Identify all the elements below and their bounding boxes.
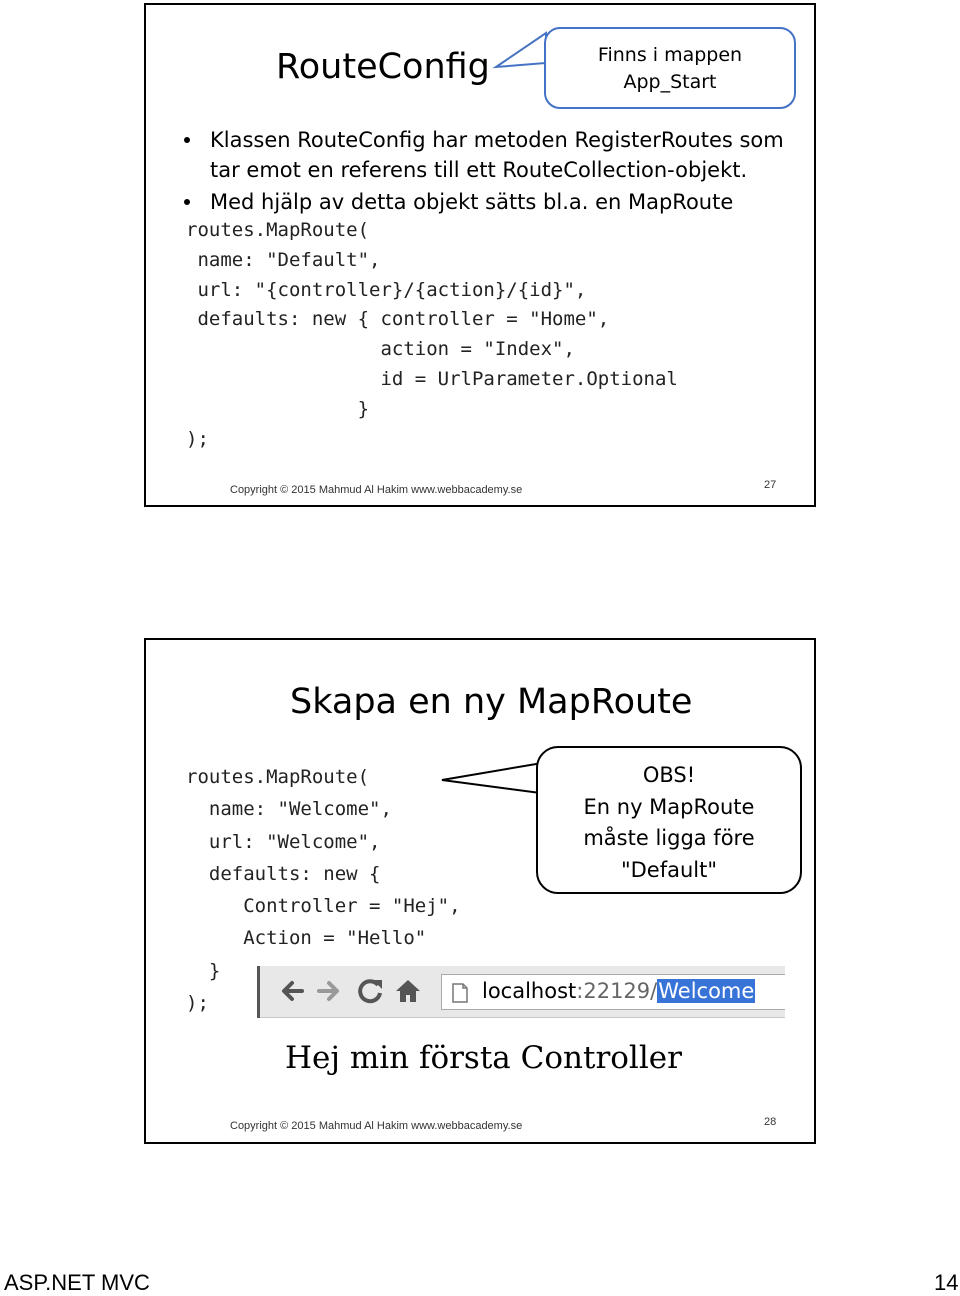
callout-line: Finns i mappen [597,44,743,66]
forward-arrow-icon[interactable] [314,976,344,1006]
reload-icon[interactable] [356,976,386,1006]
back-arrow-icon[interactable] [277,976,307,1006]
url-path-selected: Welcome [658,979,755,1003]
address-bar[interactable] [441,974,785,1010]
slide-footer: Copyright © 2015 Mahmud Al Hakim www.webbacademy.se [230,1120,523,1132]
bullet-item: Med hjälp av detta objekt sätts bl.a. en MapRoute [180,187,800,217]
url-port: :22129/ [576,979,658,1003]
document-footer-title: ASP.NET MVC [4,1270,150,1295]
slide-page-number: 28 [764,1116,777,1128]
callout-line: App_Start [623,71,717,93]
url-text [482,979,755,1003]
slide-28 [144,638,816,1144]
callout-obs [536,746,802,894]
slide-page-number: 27 [764,479,777,491]
slide-title: Skapa en ny MapRoute [290,682,693,722]
callout-pointer [490,33,550,77]
bullet-item: Klassen RouteConfig har metoden RegisterRoutes som tar emot en referens till ett RouteCollection-objekt. [180,125,800,185]
code-block: routes.MapRoute( name: "Default", url: "{controller}/{action}/{id}", defaults: new { controller = "Home", action = "Index", id = UrlParameter.Optional } ); [186,219,678,450]
page-icon [452,983,468,1003]
slide-footer: Copyright © 2015 Mahmud Al Hakim www.webbacademy.se [230,484,523,496]
browser-page-heading: Hej min första Controller [285,1040,682,1076]
browser-screenshot [257,966,785,1094]
browser-toolbar [257,966,785,1018]
slide-title: RouteConfig [276,47,490,87]
callout-line: "Default" [620,857,718,882]
callout-app-start [544,27,796,109]
url-host: localhost [482,979,577,1003]
callout-line: En ny MapRoute [583,794,755,819]
callout-line: måste ligga före [583,826,755,850]
document-page-number: 14 [934,1270,959,1295]
code-block: routes.MapRoute( name: "Welcome", url: "Welcome", defaults: new { Controller = "Hej", Action = "Hello" } ); [186,766,461,1015]
callout-line: OBS! [642,763,696,787]
bullet-list [180,125,800,219]
home-icon[interactable] [393,976,423,1006]
slide-27 [144,3,816,507]
